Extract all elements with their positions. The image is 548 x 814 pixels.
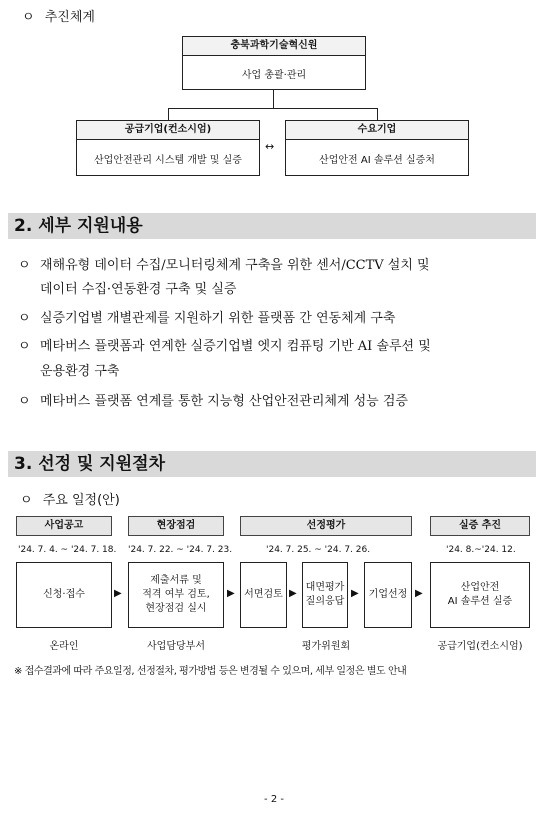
section-heading-2: 2. 세부 지원내용 [8, 213, 536, 239]
bullet-circle: ㅇ [22, 10, 35, 25]
org-supplier-title: 공급기업(컨소시엄) [77, 121, 259, 140]
bullet-circle: ㅇ [20, 493, 33, 508]
date-demonstration: '24. 8.~'24. 12. [446, 545, 516, 555]
schedule-subtitle [20, 489, 120, 508]
owner-committee: 평가위원회 [301, 641, 351, 652]
support-item-1 [18, 256, 538, 300]
bullet-circle: ㅇ [18, 394, 31, 409]
step-document-review-line1: 제출서류 및 [150, 575, 202, 586]
section-heading-3: 3. 선정 및 지원절차 [8, 451, 536, 477]
connector-vertical-top [273, 90, 274, 108]
step-selection-text: 기업선정 [368, 589, 408, 600]
step-ai-demonstration-line2: AI 솔루션 실증 [447, 596, 513, 607]
step-document-review-line2: 적격 여부 검토, [142, 589, 210, 600]
step-written-review-text: 서면검토 [244, 589, 283, 600]
date-evaluation: '24. 7. 25. ~ '24. 7. 26. [266, 545, 371, 555]
support-item-4 [18, 392, 538, 412]
arrow-icon: ▶ [289, 588, 297, 599]
connector-vertical-right [377, 108, 378, 120]
org-box-demand [285, 120, 469, 176]
arrow-icon: ▶ [415, 588, 423, 599]
stage-demonstration: 실증 추진 [430, 516, 530, 536]
arrow-icon: ▶ [114, 588, 122, 599]
owner-online: 온라인 [49, 641, 79, 652]
support-item-1-line1: 재해유형 데이터 수집/모니터링체계 구축을 위한 센서/CCTV 설치 및 [40, 258, 430, 273]
schedule-subtitle-text: 주요 일정(안) [42, 493, 120, 508]
step-application [16, 562, 112, 628]
support-item-3-line2: 운용환경 구축 [40, 364, 120, 379]
owner-supplier: 공급기업(컨소시엄) [437, 641, 523, 652]
step-interview-line2: 질의응답 [305, 596, 345, 607]
step-written-review [240, 562, 287, 628]
stage-announcement: 사업공고 [16, 516, 112, 536]
page-number: - 2 - [264, 794, 284, 805]
step-application-text: 신청·접수 [43, 589, 85, 600]
step-interview-line1: 대면평가 [305, 582, 345, 593]
org-demand-title: 수요기업 [286, 121, 468, 140]
stage-site-inspection: 현장점검 [128, 516, 224, 536]
schedule-note: ※ 접수결과에 따라 주요일정, 선정절차, 평가방법 등은 변경될 수 있으며, 세부 일정은 별도 안내 [14, 666, 407, 677]
step-document-review-line3: 현장점검 실시 [145, 603, 207, 614]
support-item-2 [18, 309, 538, 329]
bullet-circle: ㅇ [18, 311, 31, 326]
section-title-structure [22, 6, 95, 25]
org-box-top [182, 36, 366, 90]
arrow-icon: ▶ [351, 588, 359, 599]
org-supplier-role: 산업안전관리 시스템 개발 및 실증 [94, 154, 242, 166]
connector-horizontal [168, 108, 378, 109]
support-item-3 [18, 337, 538, 381]
connector-vertical-left [168, 108, 169, 120]
step-document-review [128, 562, 224, 628]
date-site-inspection: '24. 7. 22. ~ '24. 7. 23. [128, 545, 233, 555]
date-announcement: '24. 7. 4. ~ '24. 7. 18. [18, 545, 117, 555]
owner-department: 사업담당부서 [147, 641, 205, 652]
support-item-1-line2: 데이터 수집·연동환경 구축 및 실증 [40, 282, 237, 297]
arrow-icon: ▶ [227, 588, 235, 599]
org-box-supplier [76, 120, 260, 176]
step-interview [302, 562, 348, 628]
support-item-4-line1: 메타버스 플랫폼 연계를 통한 지능형 산업안전관리체계 성능 검증 [40, 394, 408, 409]
org-top-role: 사업 총괄·관리 [241, 69, 307, 81]
step-selection [364, 562, 412, 628]
bullet-circle: ㅇ [18, 258, 31, 273]
stage-evaluation: 선정평가 [240, 516, 412, 536]
support-item-3-line1: 메타버스 플랫폼과 연계한 실증기업별 엣지 컴퓨팅 기반 AI 솔루션 및 [40, 339, 431, 354]
step-ai-demonstration-line1: 산업안전 [460, 582, 500, 593]
structure-title: 추진체계 [44, 10, 95, 25]
org-top-title: 충북과학기술혁신원 [183, 37, 365, 56]
step-ai-demonstration [430, 562, 530, 628]
org-demand-role: 산업안전 AI 솔루션 실증처 [319, 154, 435, 166]
bullet-circle: ㅇ [18, 339, 31, 354]
link-arrow-icon: ↔ [265, 140, 275, 153]
support-item-2-line1: 실증기업별 개별관제를 지원하기 위한 플랫폼 간 연동체계 구축 [40, 311, 396, 326]
